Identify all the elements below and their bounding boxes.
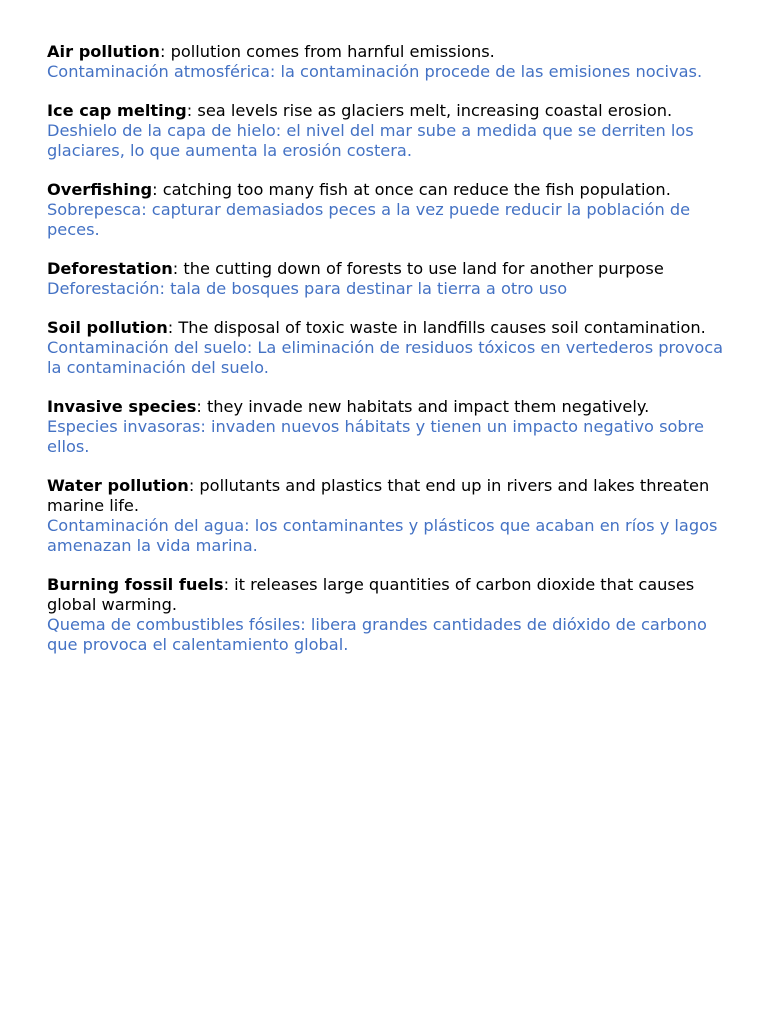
glossary-entry-ice-cap-melting xyxy=(47,101,737,161)
term: Burning fossil fuels xyxy=(47,575,224,594)
document-page xyxy=(47,42,737,674)
glossary-entry-invasive-species xyxy=(47,397,737,457)
spanish-translation: Contaminación atmosférica: la contaminación procede de las emisiones nocivas. xyxy=(47,62,703,81)
term: Air pollution xyxy=(47,42,160,61)
definition-text: : pollution comes from harnful emissions. xyxy=(159,42,495,61)
glossary-entry-water-pollution xyxy=(47,476,737,556)
definition-text: : it releases large quantities of carbon dioxide that causes global warming. xyxy=(47,575,695,614)
spanish-translation: Contaminación del suelo: La eliminación de residuos tóxicos en vertederos provoca la contaminación del suelo. xyxy=(47,338,724,377)
english-definition xyxy=(47,259,737,279)
definition-text: : they invade new habitats and impact them negatively. xyxy=(196,397,650,416)
spanish-translation: Sobrepesca: capturar demasiados peces a la vez puede reducir la población de peces. xyxy=(47,200,691,239)
english-definition xyxy=(47,101,737,121)
term: Water pollution xyxy=(47,476,189,495)
english-definition xyxy=(47,180,737,200)
definition-text: : the cutting down of forests to use land for another purpose xyxy=(172,259,664,278)
term: Ice cap melting xyxy=(47,101,187,120)
term: Deforestation xyxy=(47,259,173,278)
glossary-entry-overfishing xyxy=(47,180,737,240)
spanish-translation: Deshielo de la capa de hielo: el nivel del mar sube a medida que se derriten los glaciares, lo que aumenta la erosión costera. xyxy=(47,121,694,160)
english-definition xyxy=(47,397,737,417)
spanish-translation: Deforestación: tala de bosques para destinar la tierra a otro uso xyxy=(47,279,568,298)
spanish-translation: Especies invasoras: invaden nuevos hábitats y tienen un impacto negativo sobre ellos. xyxy=(47,417,704,456)
glossary-entry-air-pollution xyxy=(47,42,737,82)
definition-text: : sea levels rise as glaciers melt, increasing coastal erosion. xyxy=(186,101,673,120)
definition-text: : catching too many fish at once can reduce the fish population. xyxy=(152,180,671,199)
glossary-entry-burning-fossil-fuels xyxy=(47,575,737,655)
english-definition xyxy=(47,42,737,62)
term: Invasive species xyxy=(47,397,197,416)
term: Soil pollution xyxy=(47,318,168,337)
definition-text: : pollutants and plastics that end up in rivers and lakes threaten marine life. xyxy=(47,476,710,515)
spanish-translation: Contaminación del agua: los contaminantes y plásticos que acaban en ríos y lagos amenazan la vida marina. xyxy=(47,516,718,555)
glossary-entry-deforestation xyxy=(47,259,737,299)
glossary-entry-soil-pollution xyxy=(47,318,737,378)
english-definition xyxy=(47,476,737,516)
spanish-translation: Quema de combustibles fósiles: libera grandes cantidades de dióxido de carbono que provoca el calentamiento global. xyxy=(47,615,707,654)
term: Overfishing xyxy=(47,180,153,199)
english-definition xyxy=(47,575,737,615)
definition-text: : The disposal of toxic waste in landfills causes soil contamination. xyxy=(167,318,706,337)
english-definition xyxy=(47,318,737,338)
